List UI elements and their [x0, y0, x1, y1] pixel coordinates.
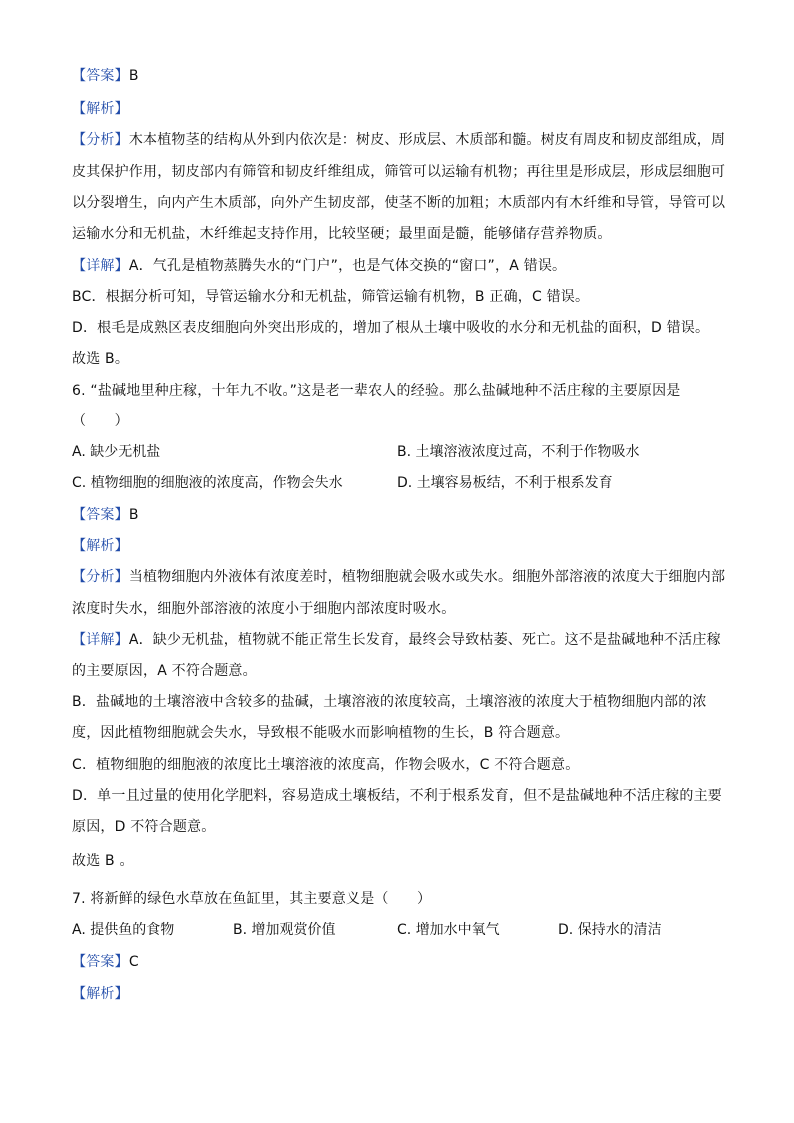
- analysis-heading: [72, 985, 129, 1003]
- paragraph-text: D．单一且过量的使用化学肥料，容易造成土壤板结，不利于根系发育，但不是盐碱地种不活庄稼的主要: [72, 788, 722, 804]
- paragraph-text: BC．根据分析可知，导管运输水分和无机盐，筛管运输有机物，B 正确，C 错误。: [72, 289, 590, 305]
- option-label: B.: [397, 444, 412, 460]
- q7-option-d: [558, 921, 662, 939]
- paragraph-text: 故选 B。: [72, 351, 130, 367]
- option-text: 缺少无机盐: [90, 444, 161, 460]
- detail-line: [72, 257, 566, 275]
- paragraph-line: [72, 693, 707, 711]
- question-6-blank: [72, 412, 129, 430]
- q6-option-c: [72, 474, 343, 492]
- answer-tag: 【答案】: [72, 507, 129, 523]
- option-label: B.: [233, 922, 248, 938]
- paragraph-text: 运输水分和无机盐，木纤维起支持作用，比较坚硬；最里面是髓，能够储存营养物质。: [72, 226, 612, 242]
- option-label: A.: [72, 444, 86, 460]
- option-text: 提供鱼的食物: [90, 922, 175, 938]
- paragraph-text: B．盐碱地的土壤溶液中含较多的盐碱，土壤溶液的浓度较高，土壤溶液的浓度大于植物细胞内部的浓: [72, 694, 707, 710]
- paragraph-text: A．缺少无机盐，植物就不能正常生长发育，最终会导致枯萎、死亡。这不是盐碱地种不活庄稼: [128, 632, 721, 648]
- option-label: C.: [397, 922, 412, 938]
- detail-tag: 【详解】: [72, 258, 129, 274]
- option-text: 增加水中氧气: [415, 922, 500, 938]
- answer-tag: 【答案】: [72, 68, 129, 84]
- section-tag: 【分析】: [72, 569, 129, 585]
- paragraph-text: 原因，D 不符合题意。: [72, 819, 216, 835]
- analysis-tag: 【解析】: [72, 101, 129, 117]
- paragraph-line: [72, 662, 257, 680]
- paragraph-text: 的主要原因，A 不符合题意。: [72, 663, 257, 679]
- paragraph-line: [72, 194, 725, 212]
- paragraph-line: [72, 163, 725, 181]
- option-text: 植物细胞的细胞液的浓度高，作物会失水: [90, 475, 343, 491]
- section-tag: 【分析】: [72, 132, 129, 148]
- detail-line: [72, 631, 721, 649]
- option-text: 土壤容易板结，不利于根系发育: [416, 475, 613, 491]
- q7-option-c: [397, 921, 500, 939]
- paragraph-text: D．根毛是成熟区表皮细胞向外突出形成的，增加了根从土壤中吸收的水分和无机盐的面积，D 错误。: [72, 320, 710, 336]
- paragraph-text: 以分裂增生，向内产生木质部，向外产生韧皮部，使茎不断的加粗；木质部内有木纤维和导管，导管可以: [72, 195, 726, 211]
- answer-tag: 【答案】: [72, 954, 129, 970]
- conclusion-line: [72, 852, 134, 870]
- paragraph-line: [72, 288, 589, 306]
- option-text: 土壤溶液浓度过高，不利于作物吸水: [415, 444, 640, 460]
- analysis-tag: 【解析】: [72, 538, 129, 554]
- question-text: （ ）: [72, 413, 129, 429]
- answer-line: [72, 67, 139, 85]
- option-label: C.: [72, 475, 87, 491]
- answer-value: C: [128, 954, 139, 970]
- option-label: A.: [72, 922, 86, 938]
- paragraph-text: 故选 B 。: [72, 853, 134, 869]
- q7-option-b: [233, 921, 336, 939]
- answer-value: B: [128, 68, 139, 84]
- q6-option-a: [72, 443, 160, 461]
- paragraph-text: 当植物细胞内外液体有浓度差时，植物细胞就会吸水或失水。细胞外部溶液的浓度大于细胞内部: [128, 569, 726, 585]
- paragraph-text: 皮其保护作用，韧皮部内有筛管和韧皮纤维组成，筛管可以运输有机物；再往里是形成层，形成层细胞可: [72, 164, 726, 180]
- conclusion-line: [72, 350, 129, 368]
- q6-option-b: [397, 443, 640, 461]
- paragraph-line: [72, 225, 612, 243]
- question-text: 6. “盐碱地里种庄稼，十年九不收。”这是老一辈农人的经验。那么盐碱地种不活庄稼的主要原因是: [72, 383, 681, 399]
- question-text: 7. 将新鲜的绿色水草放在鱼缸里，其主要意义是（ ）: [72, 891, 432, 907]
- paragraph-line: [72, 724, 569, 742]
- paragraph-line: [72, 568, 725, 586]
- q6-option-d: [397, 474, 613, 492]
- answer-line: [72, 953, 139, 971]
- paragraph-text: 浓度时失水，细胞外部溶液的浓度小于细胞内部浓度时吸水。: [72, 601, 456, 617]
- paragraph-line: [72, 787, 722, 805]
- paragraph-line: [72, 600, 455, 618]
- paragraph-line: [72, 131, 725, 149]
- answer-line: [72, 506, 139, 524]
- question-6-stem: [72, 382, 681, 400]
- paragraph-text: C．植物细胞的细胞液的浓度比土壤溶液的浓度高，作物会吸水，C 不符合题意。: [72, 757, 580, 773]
- analysis-heading: [72, 537, 129, 555]
- analysis-heading: [72, 100, 129, 118]
- option-label: D.: [397, 475, 413, 491]
- option-label: D.: [558, 922, 574, 938]
- paragraph-text: 木本植物茎的结构从外到内依次是：树皮、形成层、木质部和髓。树皮有周皮和韧皮部组成，周: [128, 132, 726, 148]
- paragraph-text: A．气孔是植物蒸腾失水的“门户”，也是气体交换的“窗口”，A 错误。: [128, 258, 567, 274]
- answer-value: B: [128, 507, 139, 523]
- analysis-tag: 【解析】: [72, 986, 129, 1002]
- paragraph-line: [72, 756, 579, 774]
- paragraph-text: 度，因此植物细胞就会失水，导致根不能吸水而影响植物的生长，B 符合题意。: [72, 725, 570, 741]
- q7-option-a: [72, 921, 174, 939]
- question-7-stem: [72, 890, 431, 908]
- option-text: 保持水的清洁: [577, 922, 662, 938]
- option-text: 增加观赏价值: [251, 922, 336, 938]
- paragraph-line: [72, 319, 709, 337]
- paragraph-line: [72, 818, 215, 836]
- detail-tag: 【详解】: [72, 632, 129, 648]
